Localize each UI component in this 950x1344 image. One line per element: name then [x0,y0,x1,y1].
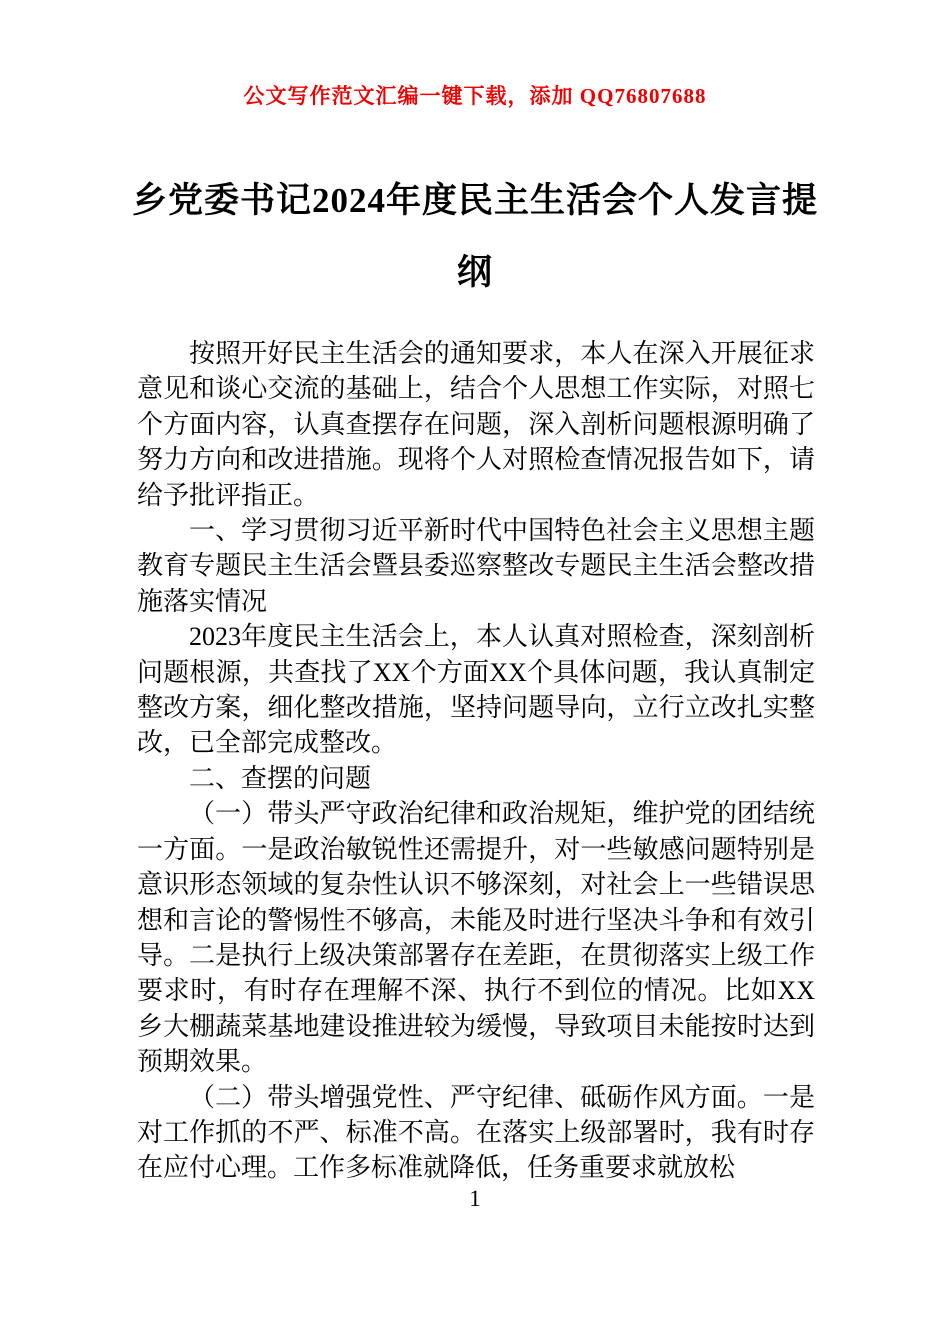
body-paragraph-section-1-heading: 一、学习贯彻习近平新时代中国特色社会主义思想主题教育专题民主生活会暨县委巡察整改专题民主生活会整改措施落实情况 [137,516,815,616]
page-number: 1 [469,1186,481,1211]
body-paragraph-intro: 按照开好民主生活会的通知要求，本人在深入开展征求意见和谈心交流的基础上，结合个人思想工作实际，对照七个方面内容，认真查摆存在问题，深入剖析问题根源明确了努力方向和改进措施。现将个人对照检查情况报告如下，请给予批评指正。 [137,339,815,510]
body-paragraph-section-1-text: 2023年度民主生活会上，本人认真对照检查，深刻剖析问题根源，共查找了XX个方面XX个具体问题，我认真制定整改方案，细化整改措施，坚持问题导向，立行立改扎实整改，已全部完成整改。 [137,622,815,758]
document-title: 乡党委书记2024年度民主生活会个人发言提纲 [131,181,818,292]
body-paragraph-section-2-heading: 二、查摆的问题 [189,763,372,793]
document-body [137,336,815,1186]
header-notice: 公文写作范文汇编一键下载，添加 QQ76807688 [243,84,707,108]
body-paragraph-problem-2: （二）带头增强党性、严守纪律、砥砺作风方面。一是对工作抓的不严、标准不高。在落实上级部署时，我有时存在应付心理。工作多标准就降低，任务重要求就放松 [137,1082,815,1183]
body-paragraph-problem-1: （一）带头严守政治纪律和政治规矩，维护党的团结统一方面。一是政治敏锐性还需提升，对一些敏感问题特别是意识形态领域的复杂性认识不够深刻，对社会上一些错误思想和言论的警惕性不够高，未能及时进行坚决斗争和有效引导。二是执行上级决策部署存在差距，在贯彻落实上级工作要求时，有时存在理解不深、执行不到位的情况。比如XX乡大棚蔬菜基地建设推进较为缓慢，导致项目未能按时达到预期效果。 [137,799,815,1077]
